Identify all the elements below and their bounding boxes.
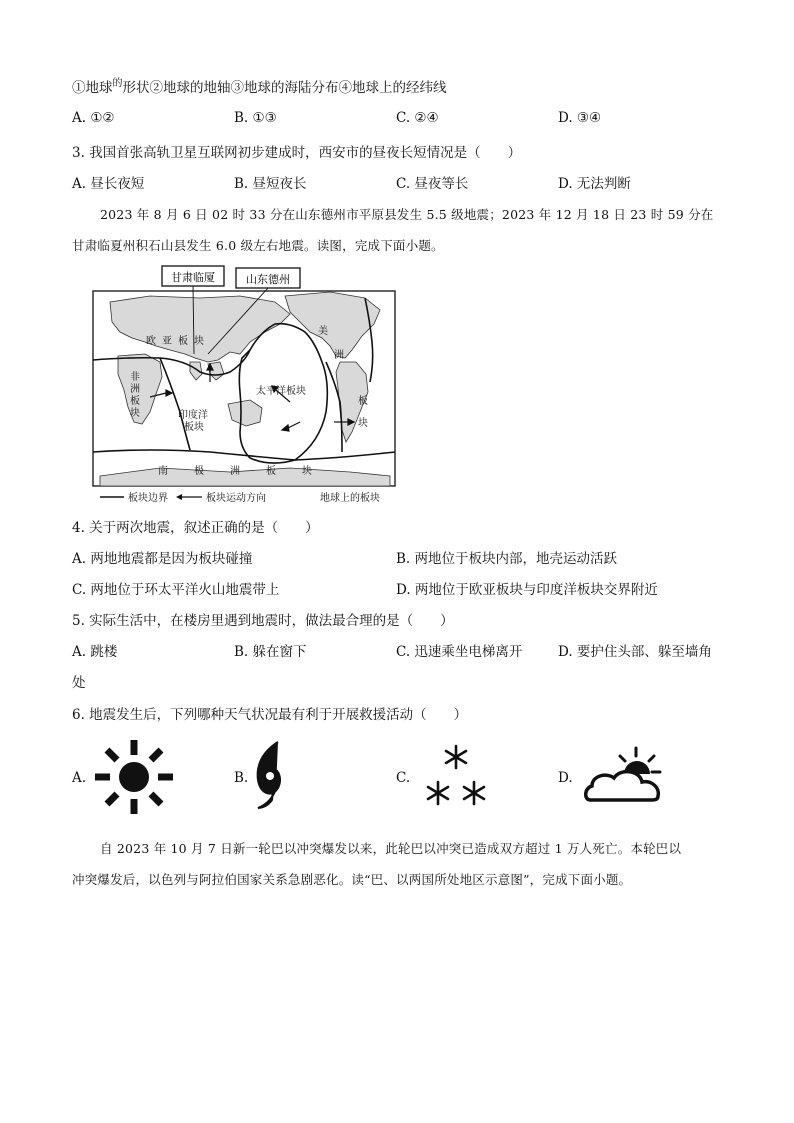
q2-stem-sup: 的 xyxy=(112,78,123,89)
map-legend xyxy=(100,491,380,504)
q4-option-a: A. 两地地震都是因为板块碰撞 xyxy=(72,551,253,567)
typhoon-icon xyxy=(252,740,288,814)
label-africa-3: 板 xyxy=(130,396,140,407)
q4-stem: 4. 关于两次地震，叙述正确的是（ ） xyxy=(72,520,319,536)
q6-option-b: B. xyxy=(234,770,249,786)
q2-stem-part-b: 形状②地球的地轴③地球的海陆分布④地球上的经纬线 xyxy=(122,80,447,96)
label-indian-1: 印度洋 xyxy=(178,410,208,421)
q5-option-b: B. 躲在窗下 xyxy=(234,644,307,660)
label-africa-2: 洲 xyxy=(130,384,140,395)
q2-option-b: B. ①③ xyxy=(234,110,277,126)
label-eurasia-3: 板 xyxy=(178,336,188,347)
intro1-line2: 甘肃临夏州积石山县发生 6.0 级左右地震。读图，完成下面小题。 xyxy=(72,238,444,253)
q5-option-d-wrap: 处 xyxy=(72,675,86,691)
legend-title: 地球上的板块 xyxy=(320,493,380,504)
intro1-line1: 2023 年 8 月 6 日 02 时 33 分在山东德州市平原县发生 5.5 级地震；2023 年 12 月 18 日 23 时 59 分在 xyxy=(100,207,714,222)
q4-option-b: B. 两地位于板块内部，地壳运动活跃 xyxy=(396,551,618,567)
q3-stem: 3. 我国首张高轨卫星互联网初步建成时，西安市的昼夜长短情况是（ ） xyxy=(72,145,522,161)
label-antarctic-2: 极 xyxy=(194,466,204,477)
label-america-4: 块 xyxy=(358,418,368,429)
label-africa-1: 非 xyxy=(130,372,140,383)
label-antarctic-1: 南 xyxy=(158,466,168,477)
partly-cloudy-icon xyxy=(584,744,670,810)
label-antarctic-5: 块 xyxy=(302,466,312,477)
callout-shandong: 山东德州 xyxy=(246,273,290,286)
q2-option-a: A. ①② xyxy=(72,110,115,126)
q6-stem: 6. 地震发生后，下列哪种天气状况最有利于开展救援活动（ ） xyxy=(72,707,468,723)
q2-option-c: C. ②④ xyxy=(396,110,439,126)
label-pacific: 太平洋板块 xyxy=(256,386,306,397)
q3-option-c: C. 昼夜等长 xyxy=(396,176,469,192)
intro2-line1: 自 2023 年 10 月 7 日新一轮巴以冲突爆发以来，此轮巴以冲突已造成双方超过 1 万人死亡。本轮巴以 xyxy=(100,841,682,856)
q6-option-d: D. xyxy=(558,770,573,786)
label-america-2: 洲 xyxy=(334,350,344,361)
label-indian-2: 板块 xyxy=(184,422,204,433)
label-antarctic-3: 洲 xyxy=(230,466,240,477)
q2-option-d: D. ③④ xyxy=(558,110,602,126)
label-eurasia-1: 欧 xyxy=(146,336,156,347)
q2-stem xyxy=(72,76,447,96)
label-eurasia-2: 亚 xyxy=(162,336,172,347)
legend-boundary: 板块边界 xyxy=(128,493,168,504)
snow-icon xyxy=(420,742,492,814)
intro2-line2: 冲突爆发后，以色列与阿拉伯国家关系急剧恶化。读“巴、以两国所处地区示意图”，完成下面小题。 xyxy=(72,872,632,887)
label-antarctic-4: 板 xyxy=(266,466,276,477)
label-america-3: 板 xyxy=(358,396,368,407)
q3-option-b: B. 昼短夜长 xyxy=(234,176,307,192)
plate-map xyxy=(90,262,400,507)
q5-option-d: D. 要护住头部、躲至墙角 xyxy=(558,644,712,660)
q4-option-c: C. 两地位于环太平洋火山地震带上 xyxy=(72,582,280,598)
sun-icon xyxy=(92,738,176,820)
q3-option-a: A. 昼长夜短 xyxy=(72,176,145,192)
label-america-1: 美 xyxy=(318,326,328,337)
q5-option-a: A. 跳楼 xyxy=(72,644,118,660)
callout-gansu: 甘肃临厦 xyxy=(171,271,215,284)
q5-stem: 5. 实际生活中，在楼房里遇到地震时，做法最合理的是（ ） xyxy=(72,613,454,629)
q6-option-a: A. xyxy=(72,770,87,786)
q4-option-d: D. 两地位于欧亚板块与印度洋板块交界附近 xyxy=(396,582,658,598)
q6-option-c: C. xyxy=(396,770,411,786)
q2-stem-part-a: ①地球 xyxy=(72,80,113,96)
label-africa-4: 块 xyxy=(130,408,140,419)
q3-option-d: D. 无法判断 xyxy=(558,176,631,192)
legend-direction: 板块运动方向 xyxy=(206,493,266,504)
q5-option-c: C. 迅速乘坐电梯离开 xyxy=(396,644,523,660)
label-eurasia-4: 块 xyxy=(194,336,204,347)
